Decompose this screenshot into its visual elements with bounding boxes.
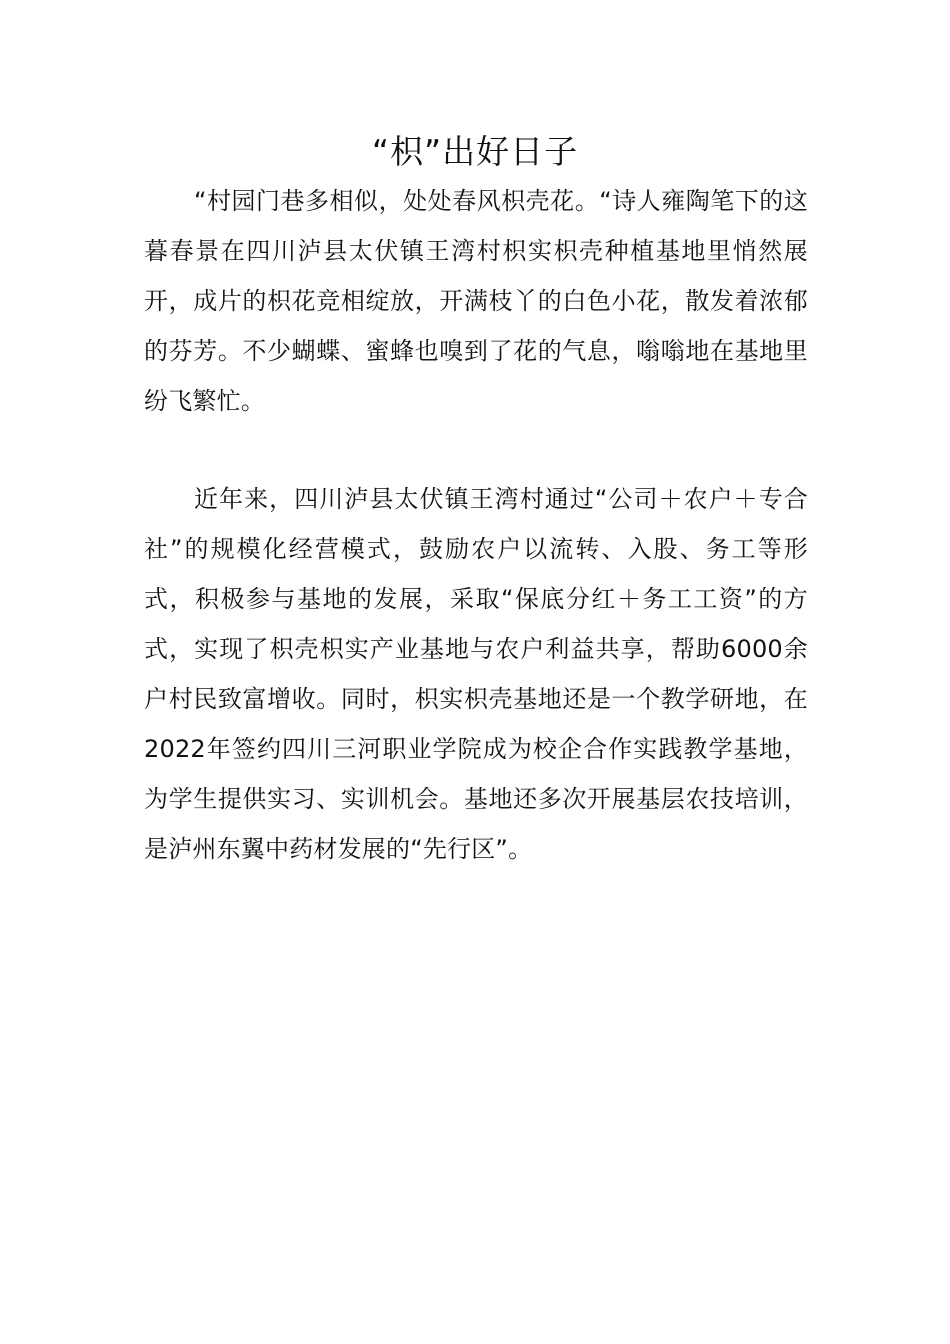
document-title: “枳”出好日子 — [371, 132, 579, 171]
paragraph-2: 近年来，四川泸县太伏镇王湾村通过“公司＋农户＋专合社”的规模化经营模式，鼓励农户以流转、入股、务工等形式，积极参与基地的发展，采取“保底分红＋务工工资”的方式，实现了枳壳枳实产业基地与农户利益共享，帮助6000余户村民致富增收。同时，枳实枳壳基地还是一个教学研地，在2022年签约四川三河职业学院成为校企合作实践教学基地，为学生提供实习、实训机会。基地还多次开展基层农技培训，是泸州东翼中药材发展的“先行区”。 — [144, 485, 808, 863]
paragraph-1: “村园门巷多相似，处处春风枳壳花。“诗人雍陶笔下的这暮春景在四川泸县太伏镇王湾村枳实枳壳种植基地里悄然展开，成片的枳花竞相绽放，开满枝丫的白色小花，散发着浓郁的芬芳。不少蝴蝶、蜜蜂也嗅到了花的气息，嗡嗡地在基地里纷飞繁忙。 — [144, 187, 808, 415]
